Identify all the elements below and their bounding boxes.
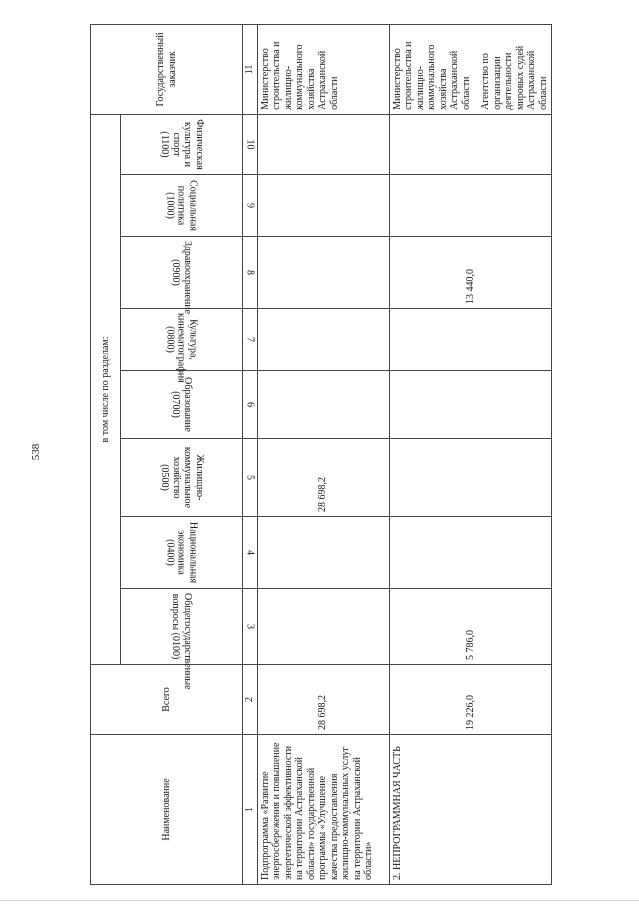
col-number-7-label: 7 <box>244 337 256 342</box>
row-1-customer-primary: Министерство строительства и жилищно-коммунального хозяйства Астраханской области <box>259 41 340 110</box>
row-2-section-0400 <box>389 517 552 589</box>
header-section-1000-label: Социальная политика (1000) <box>164 180 199 231</box>
col-number-5-label: 5 <box>244 475 256 480</box>
row-2-section-0500 <box>389 439 552 517</box>
row-1-name: Подпрограмма «Развитие энергосбережения и повышение энергетической эффективности на территории Астраханской области» государственной программы «Улучшение качества предоставления жилищно-коммунальных услуг на территории Астраханской области» <box>257 735 389 885</box>
header-customer: Государственный заказчик <box>91 24 243 114</box>
budget-table <box>90 24 552 885</box>
header-section-1100 <box>121 114 243 174</box>
header-section-0100 <box>121 589 243 690</box>
header-section-0400 <box>121 517 243 589</box>
customer-spacer <box>472 29 480 110</box>
col-number-6-label: 6 <box>244 402 256 407</box>
header-section-0400-label: Национальная экономика (0400) <box>164 521 199 584</box>
scan-edge-line <box>0 900 639 901</box>
row-1-section-0800 <box>257 309 389 371</box>
row-1-section-0100 <box>257 589 389 665</box>
header-section-0800 <box>121 309 243 383</box>
row-1-section-0900 <box>257 237 389 309</box>
header-section-0500-label: Жилищно-коммунальное хозяйство (0500) <box>159 446 205 509</box>
col-number-9 <box>243 175 258 237</box>
row-2-total: 19 226,0 <box>389 665 552 735</box>
row-1-section-1000 <box>257 175 389 237</box>
header-in-sections: в том числе по разделам: <box>91 114 121 664</box>
row-2-customer <box>389 24 552 114</box>
col-number-10-label: 10 <box>244 139 256 150</box>
col-number-8 <box>243 237 258 309</box>
header-section-0800-label: Культура, кинематография (0800) <box>164 313 199 383</box>
row-1-total: 28 698,2 <box>257 665 389 735</box>
row-2-section-0900: 13 440,0 <box>389 237 552 309</box>
column-number-row <box>243 24 258 884</box>
row-2-section-1000 <box>389 175 552 237</box>
row-1-section-0400 <box>257 517 389 589</box>
col-number-6 <box>243 371 258 439</box>
table-row <box>257 24 389 884</box>
col-number-5 <box>243 439 258 517</box>
col-number-4 <box>243 517 258 589</box>
row-2-customer-primary: Министерство строительства и жилищно-коммунального хозяйства Астраханской области <box>391 41 472 110</box>
table-row <box>389 24 552 884</box>
header-section-0900 <box>121 237 243 315</box>
row-1-section-0700 <box>257 371 389 439</box>
header-section-0900-label: Здравоохранение (0900) <box>170 241 193 315</box>
header-section-0500 <box>121 439 243 517</box>
row-1-section-0500: 28 698,2 <box>257 439 389 517</box>
col-number-4-label: 4 <box>244 550 256 555</box>
row-2-section-0800 <box>389 309 552 371</box>
col-number-8-label: 8 <box>244 270 256 275</box>
col-number-10 <box>243 114 258 174</box>
row-1-section-1100 <box>257 114 389 174</box>
row-2-section-1100 <box>389 114 552 174</box>
col-number-2: 2 <box>243 665 258 735</box>
row-2-section-0100: 5 786,0 <box>389 589 552 665</box>
col-number-3 <box>243 589 258 665</box>
header-section-1000 <box>121 175 243 237</box>
header-section-0700-label: Образование (0700) <box>170 377 193 432</box>
header-section-1100-label: Физическая культура и спорт (1100) <box>159 119 205 170</box>
col-number-9-label: 9 <box>244 203 256 208</box>
header-name: Наименование <box>91 735 243 885</box>
header-section-0100-label: Общегосударственные вопросы (0100) <box>170 593 193 690</box>
row-2-name: 2. НЕПРОГРАММНАЯ ЧАСТЬ <box>389 735 552 885</box>
col-number-11: 11 <box>243 24 258 114</box>
header-total: Всего <box>91 665 243 735</box>
row-2-customer-secondary: Агентство по организации деятельности мировых судей Астраханской области <box>480 45 549 110</box>
page-number: 538 <box>30 443 42 461</box>
header-top-row <box>91 24 121 884</box>
rotated-table-wrapper <box>90 32 549 885</box>
col-number-3-label: 3 <box>244 624 256 629</box>
row-2-section-0700 <box>389 371 552 439</box>
col-number-1: 1 <box>243 735 258 885</box>
col-number-7 <box>243 309 258 371</box>
row-1-customer <box>257 24 389 114</box>
